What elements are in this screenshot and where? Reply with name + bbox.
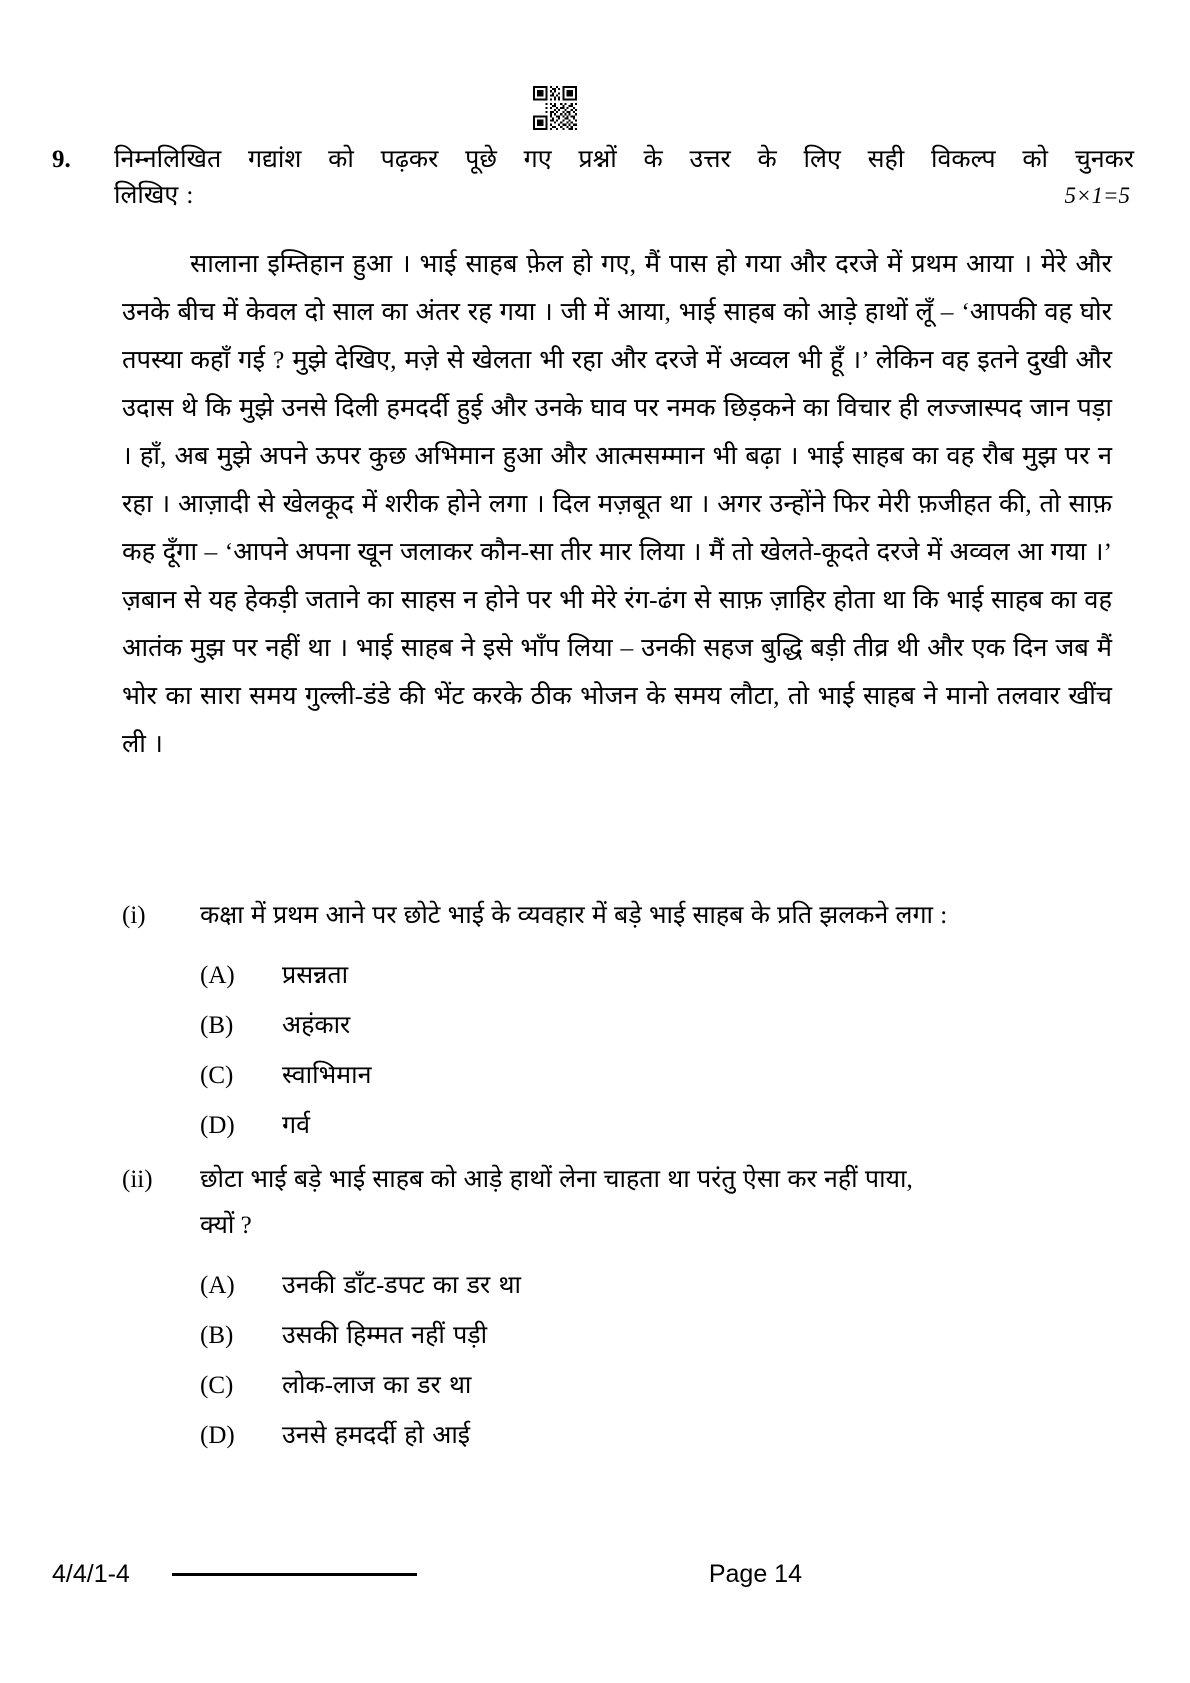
question-number: 9. xyxy=(52,146,71,173)
marks-allocation: 5×1=5 xyxy=(1064,183,1130,209)
option-label: (C) xyxy=(200,1062,234,1089)
option-text: लोक-लाज का डर था xyxy=(282,1372,472,1399)
option-row[interactable] xyxy=(200,1411,1112,1461)
question-instruction-line1: निम्नलिखित गद्यांश को पढ़कर पूछे गए प्रश्नों के उत्तर के लिए सही विकल्प को चुनकर xyxy=(114,146,1134,173)
option-label: (A) xyxy=(200,1272,235,1299)
option-text: स्वाभिमान xyxy=(282,1062,372,1089)
option-row[interactable] xyxy=(200,951,1112,1001)
option-label: (B) xyxy=(200,1012,234,1039)
sub-question-i-stem: कक्षा में प्रथम आने पर छोटे भाई के व्यवहार में बड़े भाई साहब के प्रति झलकने लगा : xyxy=(200,902,948,929)
question-9-header xyxy=(52,142,1134,215)
qr-code-icon xyxy=(533,86,577,130)
page-number: Page 14 xyxy=(708,1560,802,1588)
option-row[interactable] xyxy=(200,1261,1112,1311)
sub-question-ii-roman: (ii) xyxy=(122,1166,153,1193)
sub-question-ii-options xyxy=(200,1261,1112,1461)
question-instruction-line2: लिखिए : xyxy=(114,182,194,210)
option-text: उनकी डाँट-डपट का डर था xyxy=(282,1272,521,1299)
sub-question-ii-stem-line2: क्यों ? xyxy=(200,1212,252,1239)
option-row[interactable] xyxy=(200,1001,1112,1051)
option-label: (D) xyxy=(200,1112,235,1139)
option-label: (A) xyxy=(200,962,235,989)
option-text: उसकी हिम्मत नहीं पड़ी xyxy=(282,1322,488,1349)
option-label: (C) xyxy=(200,1372,234,1399)
reading-passage xyxy=(122,240,1112,768)
option-text: अहंकार xyxy=(282,1012,351,1039)
passage-text: सालाना इम्तिहान हुआ । भाई साहब फ़ेल हो गए, मैं पास हो गया और दरजे में प्रथम आया । मेरे और उनके बीच में केवल दो साल का अंतर रह गया । जी में आया, भाई साहब को आड़े हाथों लूँ – ‘आपकी वह घोर तपस्या कहाँ गई ? मुझे देखिए, मज़े से खेलता भी रहा और दरजे में अव्वल भी हूँ ।’ लेकिन वह इतने दुखी और उदास थे कि मुझे उनसे दिली हमदर्दी हुई और उनके घाव पर नमक छिड़कने का विचार ही लज्जास्पद जान पड़ा । हाँ, अब मुझे अपने ऊपर कुछ अभिमान हुआ और आत्मसम्मान भी बढ़ा । भाई साहब का वह रौब मुझ पर न रहा । आज़ादी से खेलकूद में शरीक होने लगा । दिल मज़बूत था । अगर उन्होंने फिर मेरी फ़जीहत की, तो साफ़ कह दूँगा – ‘आपने अपना खून जलाकर कौन-सा तीर मार लिया । मैं तो खेलते-कूदते दरजे में अव्वल आ गया ।’ ज़बान से यह हेकड़ी जताने का साहस न होने पर भी मेरे रंग-ढंग से साफ़ ज़ाहिर होता था कि भाई साहब का वह आतंक मुझ पर नहीं था । भाई साहब ने इसे भाँप लिया – उनकी सहज बुद्धि बड़ी तीव्र थी और एक दिन जब मैं भोर का सारा समय गुल्ली-डंडे की भेंट करके ठीक भोजन के समय लौटा, तो भाई साहब ने मानो तलवार खींच ली । xyxy=(122,249,1113,758)
option-text: उनसे हमदर्दी हो आई xyxy=(282,1422,471,1449)
sub-question-ii-stem: छोटा भाई बड़े भाई साहब को आड़े हाथों लेना चाहता था परंतु ऐसा कर नहीं पाया, xyxy=(200,1166,913,1193)
paper-code: 4/4/1-4 xyxy=(52,1560,130,1588)
sub-question-i-options xyxy=(200,951,1112,1151)
option-text: प्रसन्नता xyxy=(282,962,349,989)
page-footer xyxy=(52,1560,1134,1589)
option-text: गर्व xyxy=(282,1112,310,1139)
option-label: (D) xyxy=(200,1422,235,1449)
sub-question-i-roman: (i) xyxy=(122,902,146,929)
sub-question-ii xyxy=(122,1157,1112,1461)
option-row[interactable] xyxy=(200,1051,1112,1101)
option-row[interactable] xyxy=(200,1361,1112,1411)
option-row[interactable] xyxy=(200,1311,1112,1361)
option-label: (B) xyxy=(200,1322,234,1349)
option-row[interactable] xyxy=(200,1101,1112,1151)
sub-question-i xyxy=(122,893,1112,1151)
